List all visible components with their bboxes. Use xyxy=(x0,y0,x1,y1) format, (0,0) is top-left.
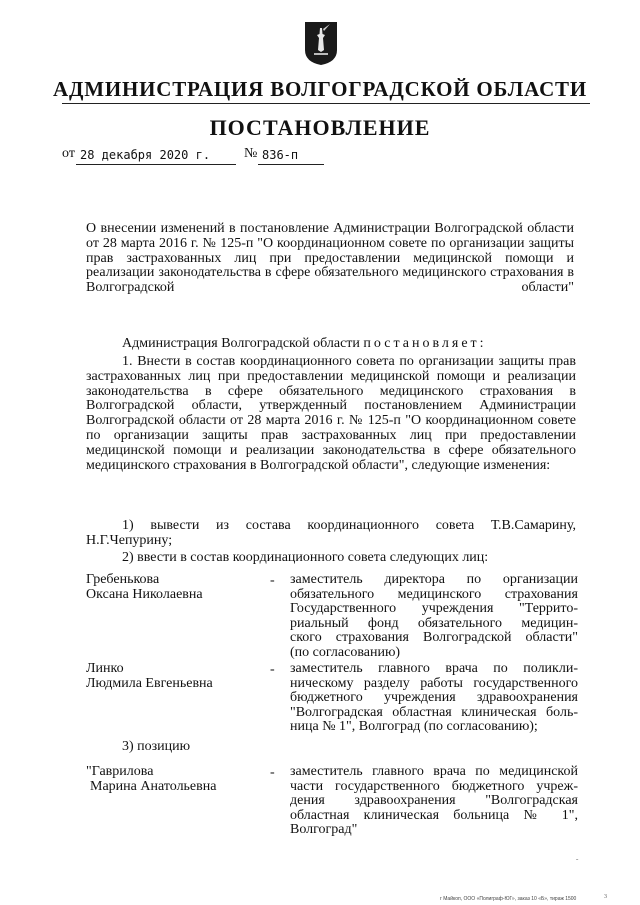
sub3-paragraph: 3) позицию xyxy=(122,739,191,754)
member-surname: Гребенькова xyxy=(86,572,160,587)
member-surname: "Гаврилова xyxy=(86,764,154,779)
coat-of-arms-icon xyxy=(303,20,339,66)
role-line: ского страхования Волгоградской области" xyxy=(290,630,578,646)
role-line: ница № 1", Волгоград (по согласованию); xyxy=(290,719,538,735)
member-given-names: Оксана Николаевна xyxy=(86,586,203,602)
sub1-paragraph: 1) вывести из состава координационного совета Т.В.Самарину, Н.Г.Чепурину; xyxy=(86,518,576,548)
item1-paragraph: 1. Внести в состав координационного совета по организации защиты прав застрахованных лиц при предоставлении медицинской помощи и реализации законодательства в сфере обязательного медицинского страхования в Волгоградской области, утвержденный постановлением Администрации Волгоградской области от 28 марта 2016 г. № 125-п "О координационном совете по организации защиты прав застрахованных лиц при предоставлении медицинской помощи и реализации законодательства в сфере обязательного медицинского страхования в Волгоградской области", следующие изменения: xyxy=(86,354,576,473)
margin-mark: ˇ xyxy=(576,858,579,866)
role-line: областная клиническая больница № 1", xyxy=(290,807,578,823)
page-mark: 3 xyxy=(604,894,607,900)
sub2-paragraph: 2) ввести в состав координационного совета следующих лиц: xyxy=(122,550,489,565)
number-underline xyxy=(258,164,324,165)
member-3-role xyxy=(290,765,578,838)
member-1-dash: - xyxy=(270,573,275,588)
role-line: дения здравоохранения "Волгоградская xyxy=(290,793,578,809)
print-imprint: г Майкоп, ООО «Полиграф-ЮГ», заказ 10 «Б», тираж 1500 xyxy=(440,896,577,902)
document-type: ПОСТАНОВЛЕНИЕ xyxy=(209,115,431,140)
organization-title: АДМИНИСТРАЦИЯ ВОЛГОГРАДСКОЙ ОБЛАСТИ xyxy=(53,77,587,101)
document-date: 28 декабря 2020 г. xyxy=(80,148,211,162)
date-prefix: от xyxy=(62,146,75,161)
member-1-role xyxy=(290,573,578,661)
role-line: Государственного учреждения "Террито- xyxy=(290,601,578,617)
role-line: (по согласованию) xyxy=(290,644,401,660)
role-line: риальный фонд обязательного медицин- xyxy=(290,615,578,631)
member-3-dash: - xyxy=(270,765,275,780)
role-line: Волгоград" xyxy=(290,822,358,838)
number-prefix: № xyxy=(244,146,258,161)
member-3-name xyxy=(86,765,266,794)
role-line: заместитель главного врача по поликли- xyxy=(290,661,578,676)
header-rule xyxy=(62,103,590,104)
role-line: бюджетного учреждения здравоохранения xyxy=(290,690,578,706)
document-subject: О внесении изменений в постановление Администрации Волгоградской области от 28 марта 2016 г. № 125-п "О координационном совете по организации защиты прав застрахованных лиц при предоставлении медицинской помощи и реализации законодательства в сфере обязательного медицинского страхования в Волгоградской области" xyxy=(86,221,574,296)
preamble-text: Администрация Волгоградской области xyxy=(122,336,360,351)
role-line: ническому разделу работы государственного xyxy=(290,675,578,691)
role-line: заместитель директора по организации xyxy=(290,572,578,587)
member-1-name xyxy=(86,573,266,602)
member-2-dash: - xyxy=(270,662,275,677)
member-2-role xyxy=(290,662,578,735)
role-line: "Волгоградская областная клиническая боль- xyxy=(290,704,578,720)
member-2-name xyxy=(86,662,266,691)
date-underline xyxy=(76,164,236,165)
document-number: 836-п xyxy=(262,148,299,162)
preamble-paragraph xyxy=(86,337,576,352)
member-surname: Линко xyxy=(86,661,124,676)
member-given-names: Марина Анатольевна xyxy=(90,778,217,794)
role-line: части государственного бюджетного учреж- xyxy=(290,778,578,794)
role-line: заместитель главного врача по медицинской xyxy=(290,764,578,779)
member-given-names: Людмила Евгеньевна xyxy=(86,675,213,691)
role-line: обязательного медицинского страхования xyxy=(290,586,578,602)
decree-word: постановляет: xyxy=(363,336,487,351)
